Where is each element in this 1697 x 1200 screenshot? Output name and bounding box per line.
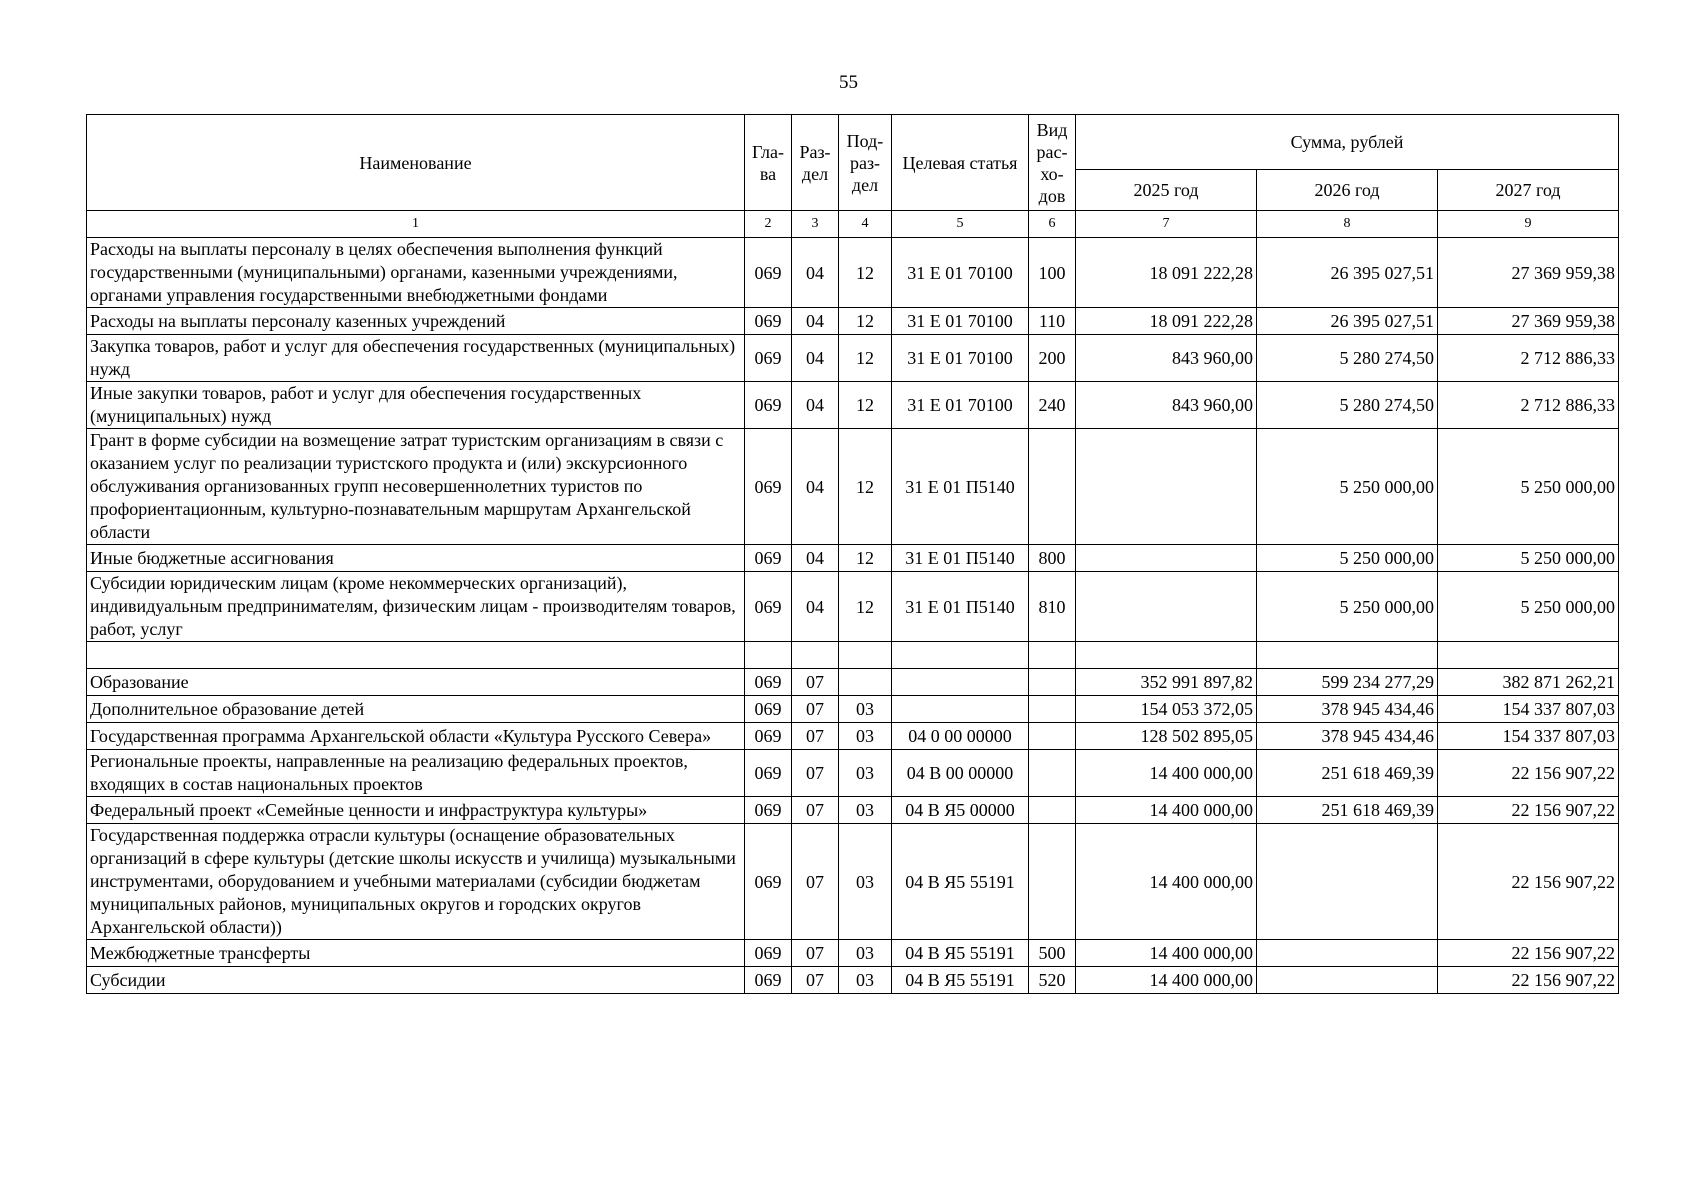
cell-podrazdel — [839, 642, 892, 669]
cell-podrazdel: 12 — [839, 335, 892, 382]
cell-amount-2026: 378 945 434,46 — [1257, 696, 1438, 723]
cell-podrazdel: 03 — [839, 750, 892, 797]
cell-glava: 069 — [745, 723, 792, 750]
cell-razdel: 04 — [792, 308, 839, 335]
column-number: 8 — [1257, 211, 1438, 238]
cell-razdel: 07 — [792, 669, 839, 696]
cell-glava: 069 — [745, 429, 792, 545]
cell-vid-raskhodov: 240 — [1029, 382, 1076, 429]
cell-podrazdel: 03 — [839, 696, 892, 723]
table-row — [87, 669, 1619, 696]
cell-amount-2025: 14 400 000,00 — [1076, 750, 1257, 797]
column-number: 7 — [1076, 211, 1257, 238]
cell-amount-2027: 22 156 907,22 — [1438, 967, 1619, 994]
header-name: Наименование — [87, 115, 745, 211]
cell-name: Государственная поддержка отрасли культуры (оснащение образовательных организаций в сфере культуры (детские школы искусств и училища) музыкальными инструментами, оборудованием и учебными материалами (субсидии бюджетам муниципальных районов, муниципальных округов и городских округов Архангельской области)) — [87, 824, 745, 940]
cell-amount-2027: 27 369 959,38 — [1438, 308, 1619, 335]
table-row — [87, 238, 1619, 308]
cell-amount-2027: 154 337 807,03 — [1438, 696, 1619, 723]
cell-amount-2027: 382 871 262,21 — [1438, 669, 1619, 696]
cell-name: Образование — [87, 669, 745, 696]
cell-razdel: 07 — [792, 967, 839, 994]
cell-razdel: 04 — [792, 572, 839, 642]
cell-amount-2027: 2 712 886,33 — [1438, 382, 1619, 429]
cell-razdel: 07 — [792, 723, 839, 750]
column-number-row — [87, 211, 1619, 238]
cell-podrazdel: 12 — [839, 382, 892, 429]
cell-vid-raskhodov — [1029, 824, 1076, 940]
cell-amount-2027: 22 156 907,22 — [1438, 797, 1619, 824]
cell-amount-2026: 5 250 000,00 — [1257, 429, 1438, 545]
cell-razdel: 07 — [792, 750, 839, 797]
cell-amount-2025: 14 400 000,00 — [1076, 824, 1257, 940]
cell-podrazdel: 03 — [839, 967, 892, 994]
column-number: 9 — [1438, 211, 1619, 238]
cell-vid-raskhodov — [1029, 750, 1076, 797]
cell-vid-raskhodov — [1029, 429, 1076, 545]
cell-name: Государственная программа Архангельской области «Культура Русского Севера» — [87, 723, 745, 750]
cell-podrazdel: 03 — [839, 723, 892, 750]
cell-amount-2025 — [1076, 642, 1257, 669]
cell-name: Субсидии — [87, 967, 745, 994]
cell-glava: 069 — [745, 335, 792, 382]
cell-amount-2026 — [1257, 940, 1438, 967]
cell-glava: 069 — [745, 967, 792, 994]
cell-podrazdel: 12 — [839, 429, 892, 545]
cell-amount-2026: 26 395 027,51 — [1257, 238, 1438, 308]
cell-amount-2025: 18 091 222,28 — [1076, 238, 1257, 308]
cell-name: Расходы на выплаты персоналу казенных учреждений — [87, 308, 745, 335]
column-number: 1 — [87, 211, 745, 238]
cell-name: Субсидии юридическим лицам (кроме некоммерческих организаций), индивидуальным предпринимателям, физическим лицам - производителям товаров, работ, услуг — [87, 572, 745, 642]
cell-razdel: 07 — [792, 696, 839, 723]
cell-amount-2025: 843 960,00 — [1076, 335, 1257, 382]
cell-glava: 069 — [745, 940, 792, 967]
table-row — [87, 723, 1619, 750]
cell-amount-2026: 251 618 469,39 — [1257, 797, 1438, 824]
cell-amount-2027: 22 156 907,22 — [1438, 940, 1619, 967]
cell-podrazdel: 12 — [839, 308, 892, 335]
header-podrazdel: Под- раз- дел — [839, 115, 892, 211]
cell-amount-2025: 14 400 000,00 — [1076, 797, 1257, 824]
header-glava: Гла- ва — [745, 115, 792, 211]
cell-amount-2026 — [1257, 967, 1438, 994]
cell-amount-2027: 154 337 807,03 — [1438, 723, 1619, 750]
table-row — [87, 797, 1619, 824]
cell-vid-raskhodov: 520 — [1029, 967, 1076, 994]
cell-razdel: 04 — [792, 335, 839, 382]
cell-amount-2026: 378 945 434,46 — [1257, 723, 1438, 750]
cell-razdel: 04 — [792, 382, 839, 429]
table-row — [87, 308, 1619, 335]
cell-name: Грант в форме субсидии на возмещение затрат туристским организациям в связи с оказанием услуг по реализации туристского продукта и (или) экскурсионного обслуживания организованных групп несовершеннолетних туристов по профориентационным, культурно-познавательным маршрутам Архангельской области — [87, 429, 745, 545]
header-year-2025: 2025 год — [1076, 170, 1257, 211]
cell-tselevaya-statya: 04 В Я5 55191 — [892, 940, 1029, 967]
cell-amount-2027: 22 156 907,22 — [1438, 750, 1619, 797]
budget-table — [86, 114, 1619, 994]
header-tselevaya-statya: Целевая статья — [892, 115, 1029, 211]
cell-amount-2026: 26 395 027,51 — [1257, 308, 1438, 335]
cell-amount-2027: 22 156 907,22 — [1438, 824, 1619, 940]
cell-tselevaya-statya — [892, 669, 1029, 696]
cell-amount-2027 — [1438, 642, 1619, 669]
column-number: 3 — [792, 211, 839, 238]
cell-podrazdel: 12 — [839, 545, 892, 572]
cell-tselevaya-statya: 04 В 00 00000 — [892, 750, 1029, 797]
cell-vid-raskhodov — [1029, 723, 1076, 750]
cell-glava: 069 — [745, 696, 792, 723]
cell-amount-2026: 5 250 000,00 — [1257, 545, 1438, 572]
table-row — [87, 696, 1619, 723]
cell-amount-2025 — [1076, 572, 1257, 642]
cell-glava: 069 — [745, 545, 792, 572]
cell-name: Дополнительное образование детей — [87, 696, 745, 723]
header-year-2027: 2027 год — [1438, 170, 1619, 211]
cell-amount-2027: 5 250 000,00 — [1438, 572, 1619, 642]
table-row — [87, 335, 1619, 382]
cell-vid-raskhodov: 100 — [1029, 238, 1076, 308]
cell-amount-2027: 5 250 000,00 — [1438, 429, 1619, 545]
cell-amount-2027: 27 369 959,38 — [1438, 238, 1619, 308]
cell-amount-2025 — [1076, 545, 1257, 572]
cell-vid-raskhodov: 110 — [1029, 308, 1076, 335]
cell-name: Региональные проекты, направленные на реализацию федеральных проектов, входящих в состав национальных проектов — [87, 750, 745, 797]
cell-glava: 069 — [745, 669, 792, 696]
cell-amount-2027: 2 712 886,33 — [1438, 335, 1619, 382]
cell-name: Закупка товаров, работ и услуг для обеспечения государственных (муниципальных) нужд — [87, 335, 745, 382]
cell-amount-2025: 14 400 000,00 — [1076, 940, 1257, 967]
cell-amount-2025: 154 053 372,05 — [1076, 696, 1257, 723]
cell-amount-2025 — [1076, 429, 1257, 545]
cell-amount-2026: 5 280 274,50 — [1257, 382, 1438, 429]
cell-glava: 069 — [745, 382, 792, 429]
cell-glava: 069 — [745, 824, 792, 940]
cell-tselevaya-statya: 04 0 00 00000 — [892, 723, 1029, 750]
cell-tselevaya-statya: 31 Е 01 70100 — [892, 335, 1029, 382]
cell-amount-2026 — [1257, 824, 1438, 940]
cell-razdel: 07 — [792, 940, 839, 967]
table-row — [87, 382, 1619, 429]
cell-vid-raskhodov — [1029, 696, 1076, 723]
cell-amount-2026: 599 234 277,29 — [1257, 669, 1438, 696]
cell-vid-raskhodov — [1029, 642, 1076, 669]
cell-vid-raskhodov: 500 — [1029, 940, 1076, 967]
cell-vid-raskhodov — [1029, 797, 1076, 824]
column-number: 5 — [892, 211, 1029, 238]
cell-tselevaya-statya: 31 Е 01 70100 — [892, 238, 1029, 308]
table-row — [87, 750, 1619, 797]
cell-glava: 069 — [745, 572, 792, 642]
cell-podrazdel: 12 — [839, 238, 892, 308]
cell-tselevaya-statya: 31 Е 01 П5140 — [892, 545, 1029, 572]
cell-tselevaya-statya: 04 В Я5 55191 — [892, 824, 1029, 940]
cell-amount-2026 — [1257, 642, 1438, 669]
table-row — [87, 824, 1619, 940]
table-row — [87, 642, 1619, 669]
cell-vid-raskhodov: 810 — [1029, 572, 1076, 642]
cell-amount-2025: 14 400 000,00 — [1076, 967, 1257, 994]
column-number: 6 — [1029, 211, 1076, 238]
cell-name: Расходы на выплаты персоналу в целях обеспечения выполнения функций государственными (муниципальными) органами, казенными учреждениями, органами управления государственными внебюджетными фондами — [87, 238, 745, 308]
cell-glava: 069 — [745, 750, 792, 797]
header-summa: Сумма, рублей — [1076, 115, 1619, 170]
cell-podrazdel: 12 — [839, 572, 892, 642]
cell-podrazdel: 03 — [839, 940, 892, 967]
cell-podrazdel — [839, 669, 892, 696]
table-row — [87, 429, 1619, 545]
cell-tselevaya-statya: 04 В Я5 55191 — [892, 967, 1029, 994]
cell-glava: 069 — [745, 238, 792, 308]
table-row — [87, 545, 1619, 572]
cell-tselevaya-statya — [892, 642, 1029, 669]
cell-amount-2026: 5 250 000,00 — [1257, 572, 1438, 642]
cell-amount-2027: 5 250 000,00 — [1438, 545, 1619, 572]
cell-vid-raskhodov: 200 — [1029, 335, 1076, 382]
cell-podrazdel: 03 — [839, 824, 892, 940]
cell-tselevaya-statya: 31 Е 01 70100 — [892, 308, 1029, 335]
header-vid-raskhodov: Вид рас- хо- дов — [1029, 115, 1076, 211]
cell-razdel: 04 — [792, 238, 839, 308]
cell-razdel: 07 — [792, 824, 839, 940]
cell-amount-2025: 352 991 897,82 — [1076, 669, 1257, 696]
header-year-2026: 2026 год — [1257, 170, 1438, 211]
cell-amount-2025: 843 960,00 — [1076, 382, 1257, 429]
cell-glava: 069 — [745, 797, 792, 824]
table-row — [87, 572, 1619, 642]
cell-glava — [745, 642, 792, 669]
cell-tselevaya-statya: 31 Е 01 П5140 — [892, 429, 1029, 545]
page-number: 55 — [839, 72, 858, 93]
cell-vid-raskhodov: 800 — [1029, 545, 1076, 572]
cell-razdel: 04 — [792, 429, 839, 545]
cell-amount-2025: 18 091 222,28 — [1076, 308, 1257, 335]
cell-razdel — [792, 642, 839, 669]
cell-razdel: 07 — [792, 797, 839, 824]
cell-name: Иные бюджетные ассигнования — [87, 545, 745, 572]
cell-tselevaya-statya: 31 Е 01 П5140 — [892, 572, 1029, 642]
column-number: 2 — [745, 211, 792, 238]
cell-name — [87, 642, 745, 669]
cell-podrazdel: 03 — [839, 797, 892, 824]
cell-tselevaya-statya — [892, 696, 1029, 723]
cell-tselevaya-statya: 31 Е 01 70100 — [892, 382, 1029, 429]
cell-tselevaya-statya: 04 В Я5 00000 — [892, 797, 1029, 824]
cell-name: Иные закупки товаров, работ и услуг для обеспечения государственных (муниципальных) нужд — [87, 382, 745, 429]
cell-name: Межбюджетные трансферты — [87, 940, 745, 967]
header-razdel: Раз- дел — [792, 115, 839, 211]
cell-vid-raskhodov — [1029, 669, 1076, 696]
cell-glava: 069 — [745, 308, 792, 335]
table-row — [87, 967, 1619, 994]
cell-amount-2026: 251 618 469,39 — [1257, 750, 1438, 797]
cell-amount-2025: 128 502 895,05 — [1076, 723, 1257, 750]
table-row — [87, 940, 1619, 967]
cell-amount-2026: 5 280 274,50 — [1257, 335, 1438, 382]
column-number: 4 — [839, 211, 892, 238]
cell-name: Федеральный проект «Семейные ценности и инфраструктура культуры» — [87, 797, 745, 824]
cell-razdel: 04 — [792, 545, 839, 572]
